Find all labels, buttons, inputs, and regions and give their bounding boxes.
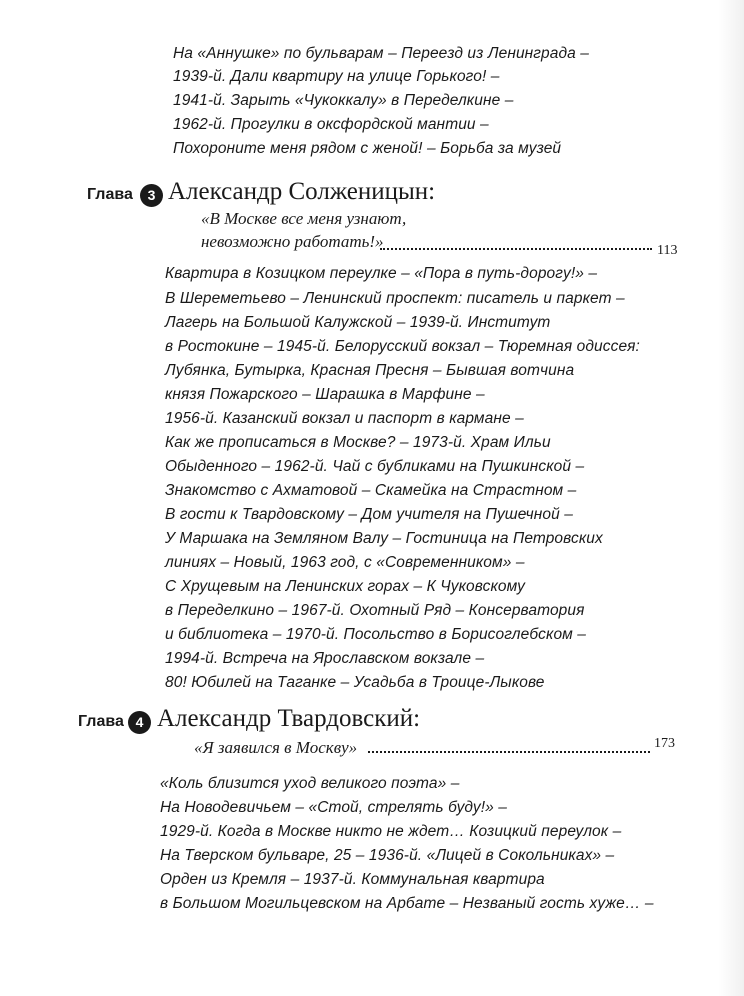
toc-line: 1962-й. Прогулки в оксфордской мантии – <box>173 116 489 133</box>
toc-line: 80! Юбилей на Таганке – Усадьба в Троице-Лыкове <box>165 674 545 691</box>
toc-line: в Переделкино – 1967-й. Охотный Ряд – Консерватория <box>165 602 585 619</box>
toc-line: На Новодевичьем – «Стой, стрелять буду!» – <box>160 799 508 816</box>
toc-line: Знакомство с Ахматовой – Скамейка на Страстном – <box>165 482 577 499</box>
toc-line: Лубянка, Бутырка, Красная Пресня – Бывшая вотчина <box>165 362 575 379</box>
toc-line: 1994-й. Встреча на Ярославском вокзале – <box>165 650 485 667</box>
toc-line: князя Пожарского – Шарашка в Марфине – <box>165 386 485 403</box>
chapter-subtitle: «Я заявился в Москву» <box>194 738 358 757</box>
chapter-subtitle: невозможно работать!» <box>201 232 384 251</box>
chapter-label: Глава <box>78 713 124 730</box>
toc-line: На Тверском бульваре, 25 – 1936-й. «Лицей в Сокольниках» – <box>160 847 615 864</box>
dot-leader <box>368 747 650 753</box>
chapter-title: Александр Солженицын: <box>168 178 436 205</box>
toc-line: Квартира в Козицком переулке – «Пора в путь-дорогу!» – <box>165 265 598 282</box>
toc-line: В гости к Твардовскому – Дом учителя на Пушечной – <box>165 506 573 523</box>
page-edge-shadow <box>718 0 744 996</box>
toc-line: Похороните меня рядом с женой! – Борьба за музей <box>173 140 562 157</box>
toc-line: Как же прописаться в Москве? – 1973-й. Храм Ильи <box>165 434 551 451</box>
chapter-label: Глава <box>87 186 133 203</box>
toc-line: В Шереметьево – Ленинский проспект: писатель и паркет – <box>165 290 625 307</box>
toc-line: Лагерь на Большой Калужской – 1939-й. Институт <box>165 314 551 331</box>
toc-line: 1941-й. Зарыть «Чукоккалу» в Переделкине – <box>173 92 514 109</box>
page-number: 173 <box>654 736 675 751</box>
chapter-number-badge: 3 <box>140 184 163 207</box>
toc-line: в Ростокине – 1945-й. Белорусский вокзал – Тюремная одиссея: <box>165 338 640 355</box>
toc-line: У Маршака на Земляном Валу – Гостиница на Петровских <box>165 530 603 547</box>
toc-line: На «Аннушке» по бульварам – Переезд из Ленинграда – <box>173 45 589 62</box>
toc-line: Орден из Кремля – 1937-й. Коммунальная квартира <box>160 871 545 888</box>
toc-line: «Коль близится уход великого поэта» – <box>160 775 460 792</box>
toc-line: линиях – Новый, 1963 год, с «Современником» – <box>165 554 525 571</box>
page-number: 113 <box>657 243 678 258</box>
toc-line: в Большом Могильцевском на Арбате – Незваный гость хуже… – <box>160 895 654 912</box>
toc-line: С Хрущевым на Ленинских горах – К Чуковскому <box>165 578 525 595</box>
toc-line: 1956-й. Казанский вокзал и паспорт в кармане – <box>165 410 524 427</box>
toc-line: 1939-й. Дали квартиру на улице Горького! – <box>173 68 500 85</box>
chapter-title: Александр Твардовский: <box>157 705 421 732</box>
chapter-subtitle: «В Москве все меня узнают, <box>201 209 407 228</box>
toc-line: 1929-й. Когда в Москве никто не ждет… Козицкий переулок – <box>160 823 622 840</box>
dot-leader <box>380 244 652 250</box>
toc-line: Обыденного – 1962-й. Чай с бубликами на Пушкинской – <box>165 458 585 475</box>
chapter-number-badge: 4 <box>128 711 151 734</box>
toc-line: и библиотека – 1970-й. Посольство в Борисоглебском – <box>165 626 587 643</box>
